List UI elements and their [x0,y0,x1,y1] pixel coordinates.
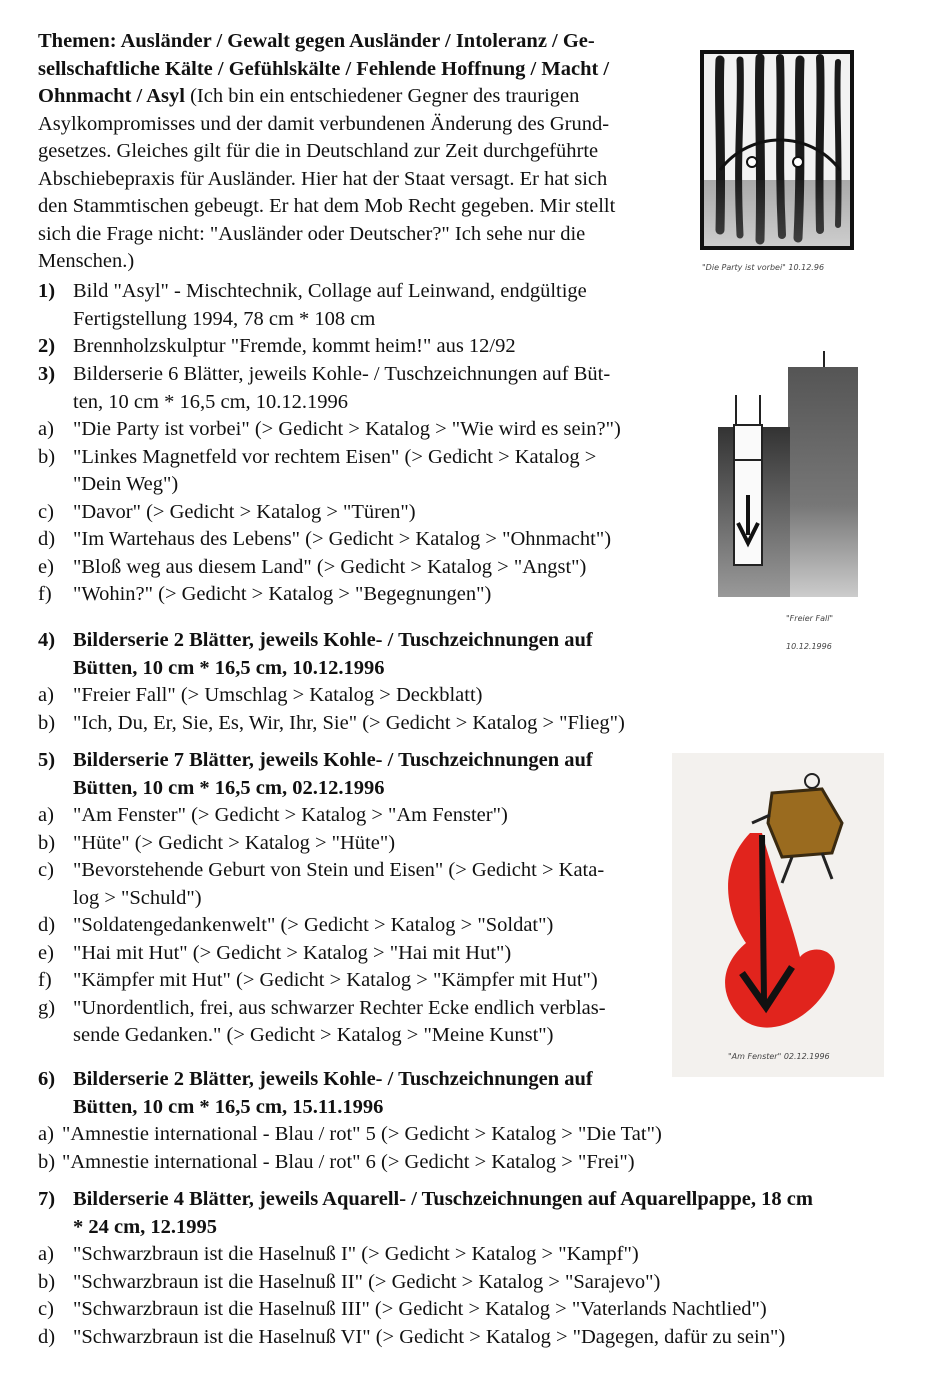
list-item [38,1241,918,1269]
section-text: Bütten, 10 cm * 16,5 cm, 02.12.1996 [73,776,385,799]
section-number: 3) [38,363,56,385]
section-text: Bilderserie 6 Blätter, jeweils Kohle- / Tuschzeichnungen auf Büt- [73,363,611,385]
item-label: a) [38,1123,54,1145]
artwork-caption [728,1043,830,1071]
section-number: 7) [38,1188,56,1210]
list-item [38,940,678,968]
list-item [38,710,678,738]
list-item [38,682,678,710]
intro-line [38,83,668,111]
list-item [38,802,678,830]
list-item [38,995,678,1050]
item-label: b) [38,831,56,854]
list-item [38,416,678,444]
intro-line: Themen: Ausländer / Gewalt gegen Ausländer / Intoleranz / Ge- [38,30,595,52]
list-item [38,1324,918,1352]
item-text: "Kämpfer mit Hut" (> Gedicht > Katalog > "Kämpfer mit Hut") [73,969,598,991]
section-number: 2) [38,335,56,357]
section-number: 5) [38,749,56,771]
item-text: "Ich, Du, Er, Sie, Es, Wir, Ihr, Sie" (> Gedicht > Katalog > "Flieg") [73,711,625,734]
item-text: "Am Fenster" (> Gedicht > Katalog > "Am Fenster") [73,804,508,826]
list-item [38,1149,738,1177]
item-text: "Hai mit Hut" (> Gedicht > Katalog > "Hai mit Hut") [73,941,512,964]
list-item [38,526,678,554]
list-item [38,1121,738,1149]
intro-line: Abschiebepraxis für Ausländer. Hier hat der Staat versagt. Er hat sich [38,167,608,190]
item-text: "Hüte" (> Gedicht > Katalog > "Hüte") [73,831,396,854]
item-text: "Davor" (> Gedicht > Katalog > "Türen") [73,500,416,523]
drawing-am-fenster [672,753,884,1077]
artwork-caption [702,254,824,282]
item-text: "Die Party ist vorbei" (> Gedicht > Katalog > "Wie wird es sein?") [73,418,621,440]
list-item [38,1269,918,1297]
item-text: "Im Wartehaus des Lebens" (> Gedicht > Katalog > "Ohnmacht") [73,528,612,550]
section-2 [38,333,678,361]
item-label: d) [38,1325,56,1348]
item-text: "Linkes Magnetfeld vor rechtem Eisen" (> Gedicht > Katalog > [73,445,597,468]
intro-line: den Stammtischen gebeugt. Er hat dem Mob Recht gegeben. Mir stellt [38,195,616,217]
item-label: d) [38,528,56,550]
section-3 [38,361,678,609]
section-text: Bilderserie 7 Blätter, jeweils Kohle- / Tuschzeichnungen auf [73,749,593,771]
section-text: Bütten, 10 cm * 16,5 cm, 10.12.1996 [73,656,385,679]
list-item [38,554,678,582]
item-text: "Unordentlich, frei, aus schwarzer Rechter Ecke endlich verblas- [73,996,606,1019]
item-label: b) [38,711,56,734]
item-label: b) [38,1270,56,1293]
section-4 [38,627,678,737]
item-text: "Schwarzbraun ist die Haselnuß III" (> Gedicht > Katalog > "Vaterlands Nachtlied") [73,1298,767,1320]
artwork-freier-fall [700,345,870,651]
item-label: a) [38,684,54,706]
section-text: ten, 10 cm * 16,5 cm, 10.12.1996 [73,390,349,413]
list-item [38,912,678,940]
caption-date: 02.12.1996 [783,1052,830,1061]
section-7 [38,1186,918,1351]
section-heading [38,278,678,333]
item-label: a) [38,804,54,826]
item-text: "Schwarzbraun ist die Haselnuß I" (> Gedicht > Katalog > "Kampf") [73,1243,639,1265]
section-text: * 24 cm, 12.1995 [73,1215,218,1238]
item-text: "Bloß weg aus diesem Land" (> Gedicht > Katalog > "Angst") [73,555,587,578]
item-text: sende Gedanken." (> Gedicht > Katalog > "Meine Kunst") [73,1024,554,1046]
item-label: d) [38,914,56,936]
section-1 [38,278,678,333]
item-text: "Amnestie international - Blau / rot" 5 (> Gedicht > Katalog > "Die Tat") [62,1123,662,1145]
item-text: "Amnestie international - Blau / rot" 6 (> Gedicht > Katalog > "Frei") [62,1150,635,1173]
section-5 [38,747,678,1050]
intro-bold-topic: Ohnmacht / Asyl [38,85,185,107]
list-item [38,830,678,858]
section-text: Bilderserie 4 Blätter, jeweils Aquarell- / Tuschzeichnungen auf Aquarellpappe, 18 cm [73,1188,813,1210]
artwork-die-party-ist-vorbei [690,30,875,280]
section-number: 6) [38,1068,56,1090]
item-label: b) [38,1150,56,1173]
section-heading [38,333,678,361]
section-text: Bild "Asyl" - Mischtechnik, Collage auf Leinwand, endgültige [73,280,587,302]
caption-title: "Freier Fall" [786,614,834,623]
intro-line: Asylkompromisses und der damit verbundenen Änderung des Grund- [38,112,610,135]
item-label: g) [38,996,56,1019]
intro-text: (Ich bin ein entschiedener Gegner des traurigen [184,85,580,107]
item-label: e) [38,555,54,578]
list-item [38,499,678,527]
item-text: "Schwarzbraun ist die Haselnuß II" (> Gedicht > Katalog > "Sarajevo") [73,1270,661,1293]
item-label: f) [38,969,52,991]
section-heading [38,361,678,416]
section-heading [38,747,678,802]
intro-line: Menschen.) [38,250,135,272]
intro-line: gesetzes. Gleiches gilt für die in Deutschland zur Zeit durchgeführte [38,140,599,162]
intro-paragraph [38,28,668,276]
item-text: "Wohin?" (> Gedicht > Katalog > "Begegnungen") [73,583,492,605]
list-item [38,581,678,609]
caption-title: "Die Party ist vorbei" [702,263,786,272]
list-item [38,967,678,995]
section-heading [38,627,678,682]
intro-line: sich die Frage nicht: "Ausländer oder Deutscher?" Ich sehe nur die [38,222,586,245]
item-label: c) [38,859,54,881]
section-text: Brennholzskulptur "Fremde, kommt heim!" aus 12/92 [73,335,516,357]
item-label: c) [38,1298,54,1320]
item-text: "Soldatengedankenwelt" (> Gedicht > Katalog > "Soldat") [73,914,554,936]
item-text: "Dein Weg") [73,473,179,495]
item-label: e) [38,941,54,964]
section-number: 4) [38,629,56,651]
item-text: "Bevorstehende Geburt von Stein und Eisen" (> Gedicht > Kata- [73,859,605,881]
item-text: "Schwarzbraun ist die Haselnuß VI" (> Gedicht > Katalog > "Dagegen, dafür zu sein") [73,1325,786,1348]
section-text: Bilderserie 2 Blätter, jeweils Kohle- / Tuschzeichnungen auf [73,629,593,651]
caption-date: 10.12.96 [788,263,825,272]
section-text: Bütten, 10 cm * 16,5 cm, 15.11.1996 [73,1095,384,1118]
section-heading [38,1186,918,1241]
section-6 [38,1066,738,1176]
intro-line: sellschaftliche Kälte / Gefühlskälte / Fehlende Hoffnung / Macht / [38,57,610,80]
item-text: "Freier Fall" (> Umschlag > Katalog > Deckblatt) [73,684,483,706]
section-text: Fertigstellung 1994, 78 cm * 108 cm [73,307,376,330]
artwork-caption [786,605,866,660]
item-label: f) [38,583,52,605]
drawing-vertical-strokes [690,30,875,280]
item-text: log > "Schuld") [73,886,202,909]
caption-date: 10.12.1996 [786,641,832,651]
item-label: b) [38,445,56,468]
artwork-am-fenster [672,753,884,1077]
section-number: 1) [38,280,56,302]
drawing-freier-fall [700,345,870,645]
section-text: Bilderserie 2 Blätter, jeweils Kohle- / Tuschzeichnungen auf [73,1068,593,1090]
item-label: a) [38,1243,54,1265]
item-label: c) [38,500,54,523]
list-item [38,1296,918,1324]
caption-title: "Am Fenster" [728,1052,782,1061]
list-item [38,444,678,499]
item-label: a) [38,418,54,440]
section-heading [38,1066,738,1121]
list-item [38,857,678,912]
